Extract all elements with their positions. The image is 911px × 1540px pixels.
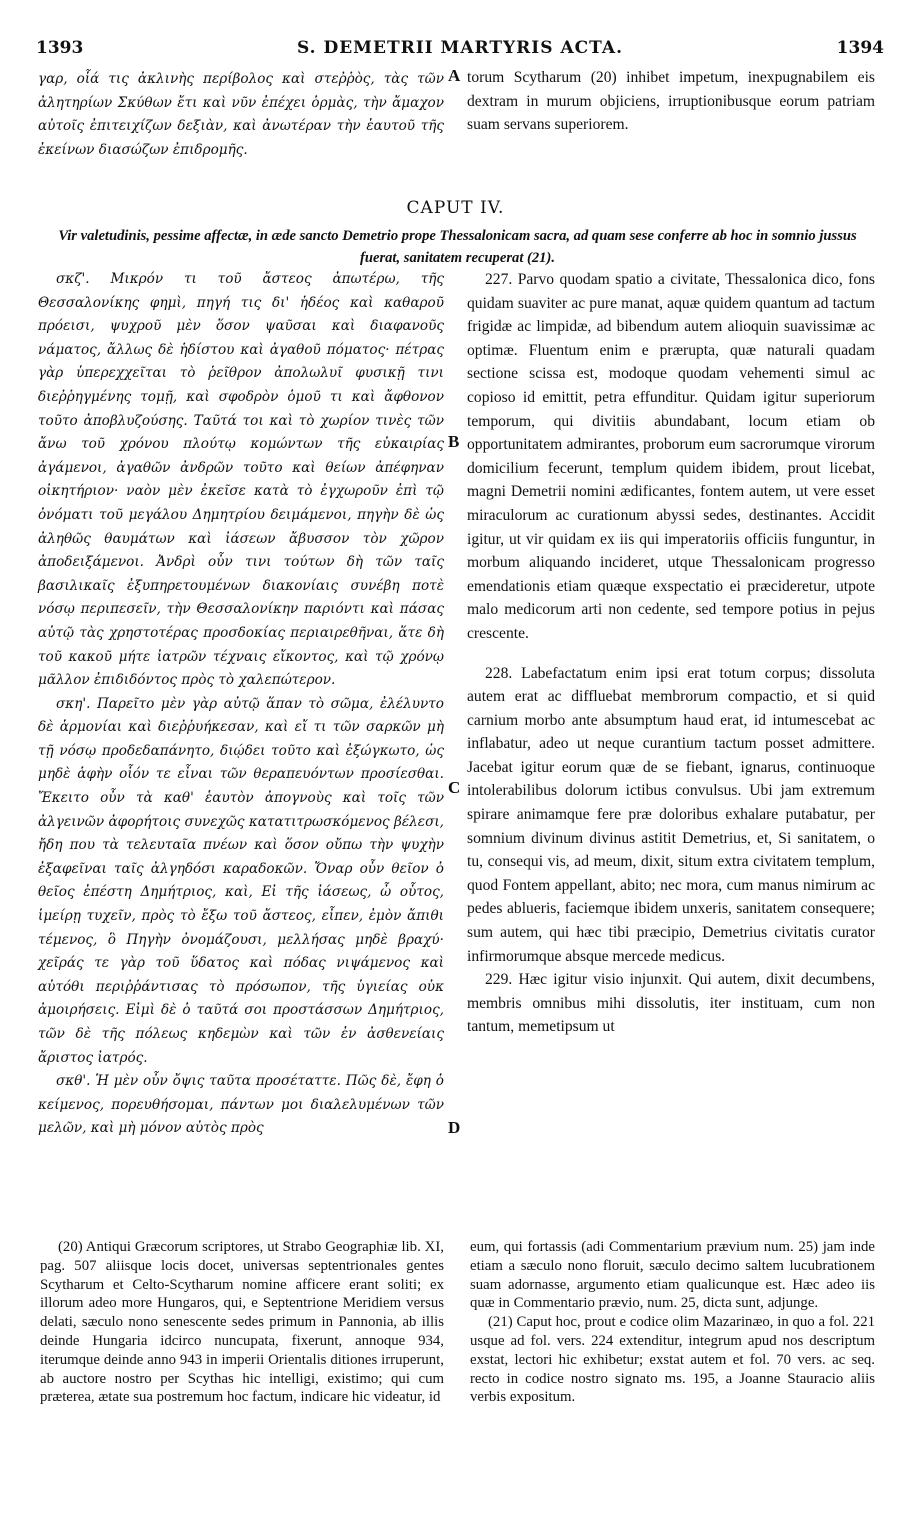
greek-paragraph-229: σκθ'. Ἡ μὲν οὖν ὄψις ταῦτα προσέταττε. Πῶς δὲ, ἔφη ὁ κείμενος, πορευθήσομαι, πάντων μοι διαλελυμένων τῶν μελῶν, καὶ μὴ μόνον αὐτὸς πρὸς [38, 1073, 444, 1137]
margin-letter-c: C [448, 778, 461, 797]
latin-continuation-text: torum Scytharum (20) inhibet impetum, inexpugnabilem eis dextram in murum objiciens, irruptionibusque eorum patriam suam servans superiorem. [467, 69, 875, 134]
greek-continuation-text: γαρ, οἷά τις ἀκλινὴς περίβολος καὶ στεῤῥὸς, τὰς τῶν ἀλητηρίων Σκύθων ἔτι καὶ νῦν ἐπέχει ὁρμὰς, τὴν ἄμαχον αὐτοῖς ἐπιτειχίζων δεξιὰν, καὶ ἀνωτέραν τὴν ἑαυτοῦ τῆς ἐκείνων διασώζων ἐπιδρομῆς. [38, 71, 444, 158]
latin-paragraph-227: 227. Parvo quodam spatio a civitate, Thessalonica dico, fons quidam suaviter ac pure manat, aquæ quidem quantum ad tactum frigidæ ac limpidæ, ad bibendum autem alioquin suavissimæ ac optimæ. Fluentum enim e prærupta, quæ naturali quadam sectione scissa est, modoque quodam vehementi simul ac copioso id emittit, petra effunditur. Quidam igitur superiorum temporum, qui divitiis abundabant, locum etiam ob opportunitatem admirantes, proborum eum sacrorumque virorum domicilium fecerunt, templum quidem ibidem, prout licebat, magni Demetrii nomini ædificantes, fontem autem, ut vere esset miraculorum ac curationum abyssi sedes, destinantes. Accidit igitur, ut vir quidam ex iis qui imperatoriis officiis funguntur, in morbum aliquando incideret, utque Thessalonicam progresso emendationis etiam quæque exspectatio ei præcideretur, utpote malo medicorum arti non cedente, sed tempore potius in pejus crescente. [467, 271, 875, 642]
chapter-heading: CAPUT IV. [406, 198, 505, 218]
greek-paragraph-228: σκη'. Παρεῖτο μὲν γὰρ αὐτῷ ἅπαν τὸ σῶμα, ἐλέλυντο δὲ ἁρμονίαι καὶ διεῤῥυήκεσαν, καὶ εἴ τι τῶν σαρκῶν μὴ τῇ νόσῳ προδεδαπάνητο, διῴδει τοῦτο καὶ ἐξώγκωτο, ὡς μηδὲ ἁφὴν οἷόν τε εἶναι τῶν θεραπευόντων προσίεσθαι. Ἔκειτο οὖν τὰ καθ' ἑαυτὸν ἀπογνοὺς καὶ τοῖς τῶν ἀλγεινῶν ἀφορήτοις συνεχῶς κατατιτρωσκόμενος βέλεσι, ἤδη που τὰ τελευταῖα πνέων καὶ ὅσον οὔπω τὴν ψυχὴν ἐξαφεῖναι ταῖς ἀλγηδόσι καραδοκῶν. Ὄναρ οὖν θεῖον ὁ θεῖος ἐπέστη Δημήτριος, καὶ, Εἰ τῆς ἰάσεως, ὦ οὗτος, ἱμείρῃ τυχεῖν, πρὸς τὸ ἔξω τοῦ ἄστεος, εἶπεν, ἐμὸν ἄπιθι τέμενος, ὃ Πηγὴν ὀνομάζουσι, μελλήσας μηδὲ βραχύ· χεῖράς τε γὰρ τοῦ ὕδατος καὶ πόδας νιψάμενος καὶ αὐτόθι περιῤῥάντισας τὸ πρόσωπον, τῆς ὑγιείας οὐκ ἀμοιρήσεις. Εἰμὶ δὲ ὁ ταῦτά σοι προστάσσων Δημήτριος, τῶν δὲ τῆς πόλεως κηδεμὼν καὶ τῶν ἐν ἀσθενείαις ἄριστος ἰατρός. [38, 695, 444, 1066]
latin-paragraph-228: 228. Labefactatum enim ipsi erat totum corpus; dissoluta autem erat ac diffluebat membrorum compactio, et si quid carnium morbo ante absumptum haud erat, id intumescebat ac inflabatur, adeo ut neque curantium tactum posset admittere. Jacebat igitur eorum quæ de se fiebant, ignarus, continuoque intolerabilibus dolorum ictibus convulsus. Ubi jam extremum spirare animamque fere præ doloribus exhalare putabatur, per somnium divinum divinus astitit Demetrius, et, Si sanitatem, o tu, consequi vis, ad meum, dixit, situm extra civitatem templum, quod Fontem appellant, abito; nec mora, cum manus nimirum ac pedes ablueris, faciemque ibidem unxeris, sanitatem consequere; sum autem, qui hæc tibi præcipio, Demetrius civitatis curator infirmorumque absque mercede medicus. [467, 664, 875, 965]
latin-column [467, 268, 875, 1039]
footnotes-left [40, 1238, 444, 1407]
running-title: S. DEMETRII MARTYRIS ACTA. [296, 38, 624, 58]
margin-letter-d: D [448, 1118, 461, 1137]
footnote-20: (20) Antiqui Græcorum scriptores, ut Strabo Geographiæ lib. XI, pag. 507 aliisque locis docet, universas septentrionales gentes Scytharum et Celto-Scytharum nomine afficere erant soliti; ex illorum adeo more Hungaros, qui, e Septentrione Meridiem versus delati, sæculo nono senescente sedes primum in Pannonia, ab illis deinde Hungaria idcirco nuncupata, fixerunt, annoque 934, iterumque deinde anno 943 in imperii Orientalis ditiones irruperunt, ab auctore nostro per Scythas hic intelligi, existimo; qui cum præterea, ætate sua postremum hoc factum, indicare hic videatur, id [40, 1239, 444, 1406]
footnotes-right [470, 1238, 875, 1407]
page-number-left: 1393 [36, 38, 84, 58]
greek-continuation [38, 68, 444, 162]
page-number-right: 1394 [836, 38, 884, 58]
latin-paragraph-229: 229. Hæc igitur visio injunxit. Qui autem, dixit decumbens, membris omnibus mihi dissolutis, iter instituam, cum non tantum, memetipsum ut [467, 971, 875, 1036]
margin-letter-a: A [448, 66, 461, 85]
chapter-summary: Vir valetudinis, pessime affectæ, in æde sancto Demetrio prope Thessalonicam sacra, ad quam sese conferre ab hoc in somnio jussus fuerat, sanitatem recuperat (21). [58, 228, 857, 266]
running-header [36, 38, 884, 68]
greek-paragraph-227: σκζ'. Μικρόν τι τοῦ ἄστεος ἀπωτέρω, τῆς Θεσσαλονίκης φημὶ, πηγή τις δι' ἡδέος καὶ καθαροῦ πρόεισι, ψυχροῦ μὲν ὅσον ψαῦσαι καὶ διαφανοῦς νάματος, ἄλλως δὲ ἡδίστου καὶ ἀγαθοῦ πόματος· πέτρας γὰρ ὑπερεχχεῖται τὸ ῥεῖθρον ἀπολωλυῖ φυσικῇ τινι διεῤῥηγμένης τομῇ, καὶ σφοδρὸν ὁμοῦ τι καὶ ἄφθονον τοῦτο ἀποβλυζούσης. Ταῦτά τοι καὶ τὸ χωρίον τινὲς τῶν ἄνω τοῦ χρόνου πλούτῳ κομώντων τῆς εὐκαιρίας ἀγάμενοι, ἀγαθῶν ἀνδρῶν τοῦτο καὶ θείων ἀπέφηναν οἰκητήριον· ναὸν μὲν ἐκεῖσε κατὰ τὸ ἐγχωροῦν ἐπὶ τῷ ὀνόματι τοῦ μεγάλου Δημητρίου δειμάμενοι, πηγὴν δὲ ὡς ἀληθῶς θαυμάτων καὶ ἰάσεων ἄβυσσον τὸν χῶρον ἀποδειξάμενοι. Ἀνδρὶ οὖν τινι τούτων δὴ τῶν ταῖς βασιλικαῖς ἐξυπηρετουμένων διακονίαις συνέβη ποτὲ νόσῳ περιπεσεῖν, τὴν Θεσσαλονίκην παριόντι καὶ πάσας αὐτῷ τὰς χρηστοτέρας προσδοκίας περιαιρεθῆναι, ἅτε δὴ τοῦ κακοῦ μήτε ἰατρῶν τέχναις εἴκοντος, καὶ τῷ χρόνῳ μᾶλλον ἐπιδιδόντος πρὸς τὸ χαλεπώτερον. [38, 271, 444, 689]
greek-column [38, 268, 444, 1141]
footnote-20-continued: eum, qui fortassis (adi Commentarium prævium num. 25) jam inde etiam a sæculo nono floruit, sæculo decimo saltem lucubrationem suam adornasse, argumento etiam qualicunque est. Hæc adeo iis quæ in Commentario prævio, num. 25, dicta sunt, adjunge. [470, 1239, 875, 1312]
margin-letter-b: B [448, 432, 460, 451]
latin-continuation [467, 66, 875, 137]
footnote-21: (21) Caput hoc, prout e codice olim Mazarinæo, in quo a fol. 221 usque ad fol. vers. 224 extenditur, integrum apud nos descriptum exstat, lectori hic exhibetur; exstat autem et fol. 70 vers. ac seq. recto in codice nostro signato ms. 195, a Joanne Stauracio aliis verbis expositum. [470, 1314, 875, 1406]
